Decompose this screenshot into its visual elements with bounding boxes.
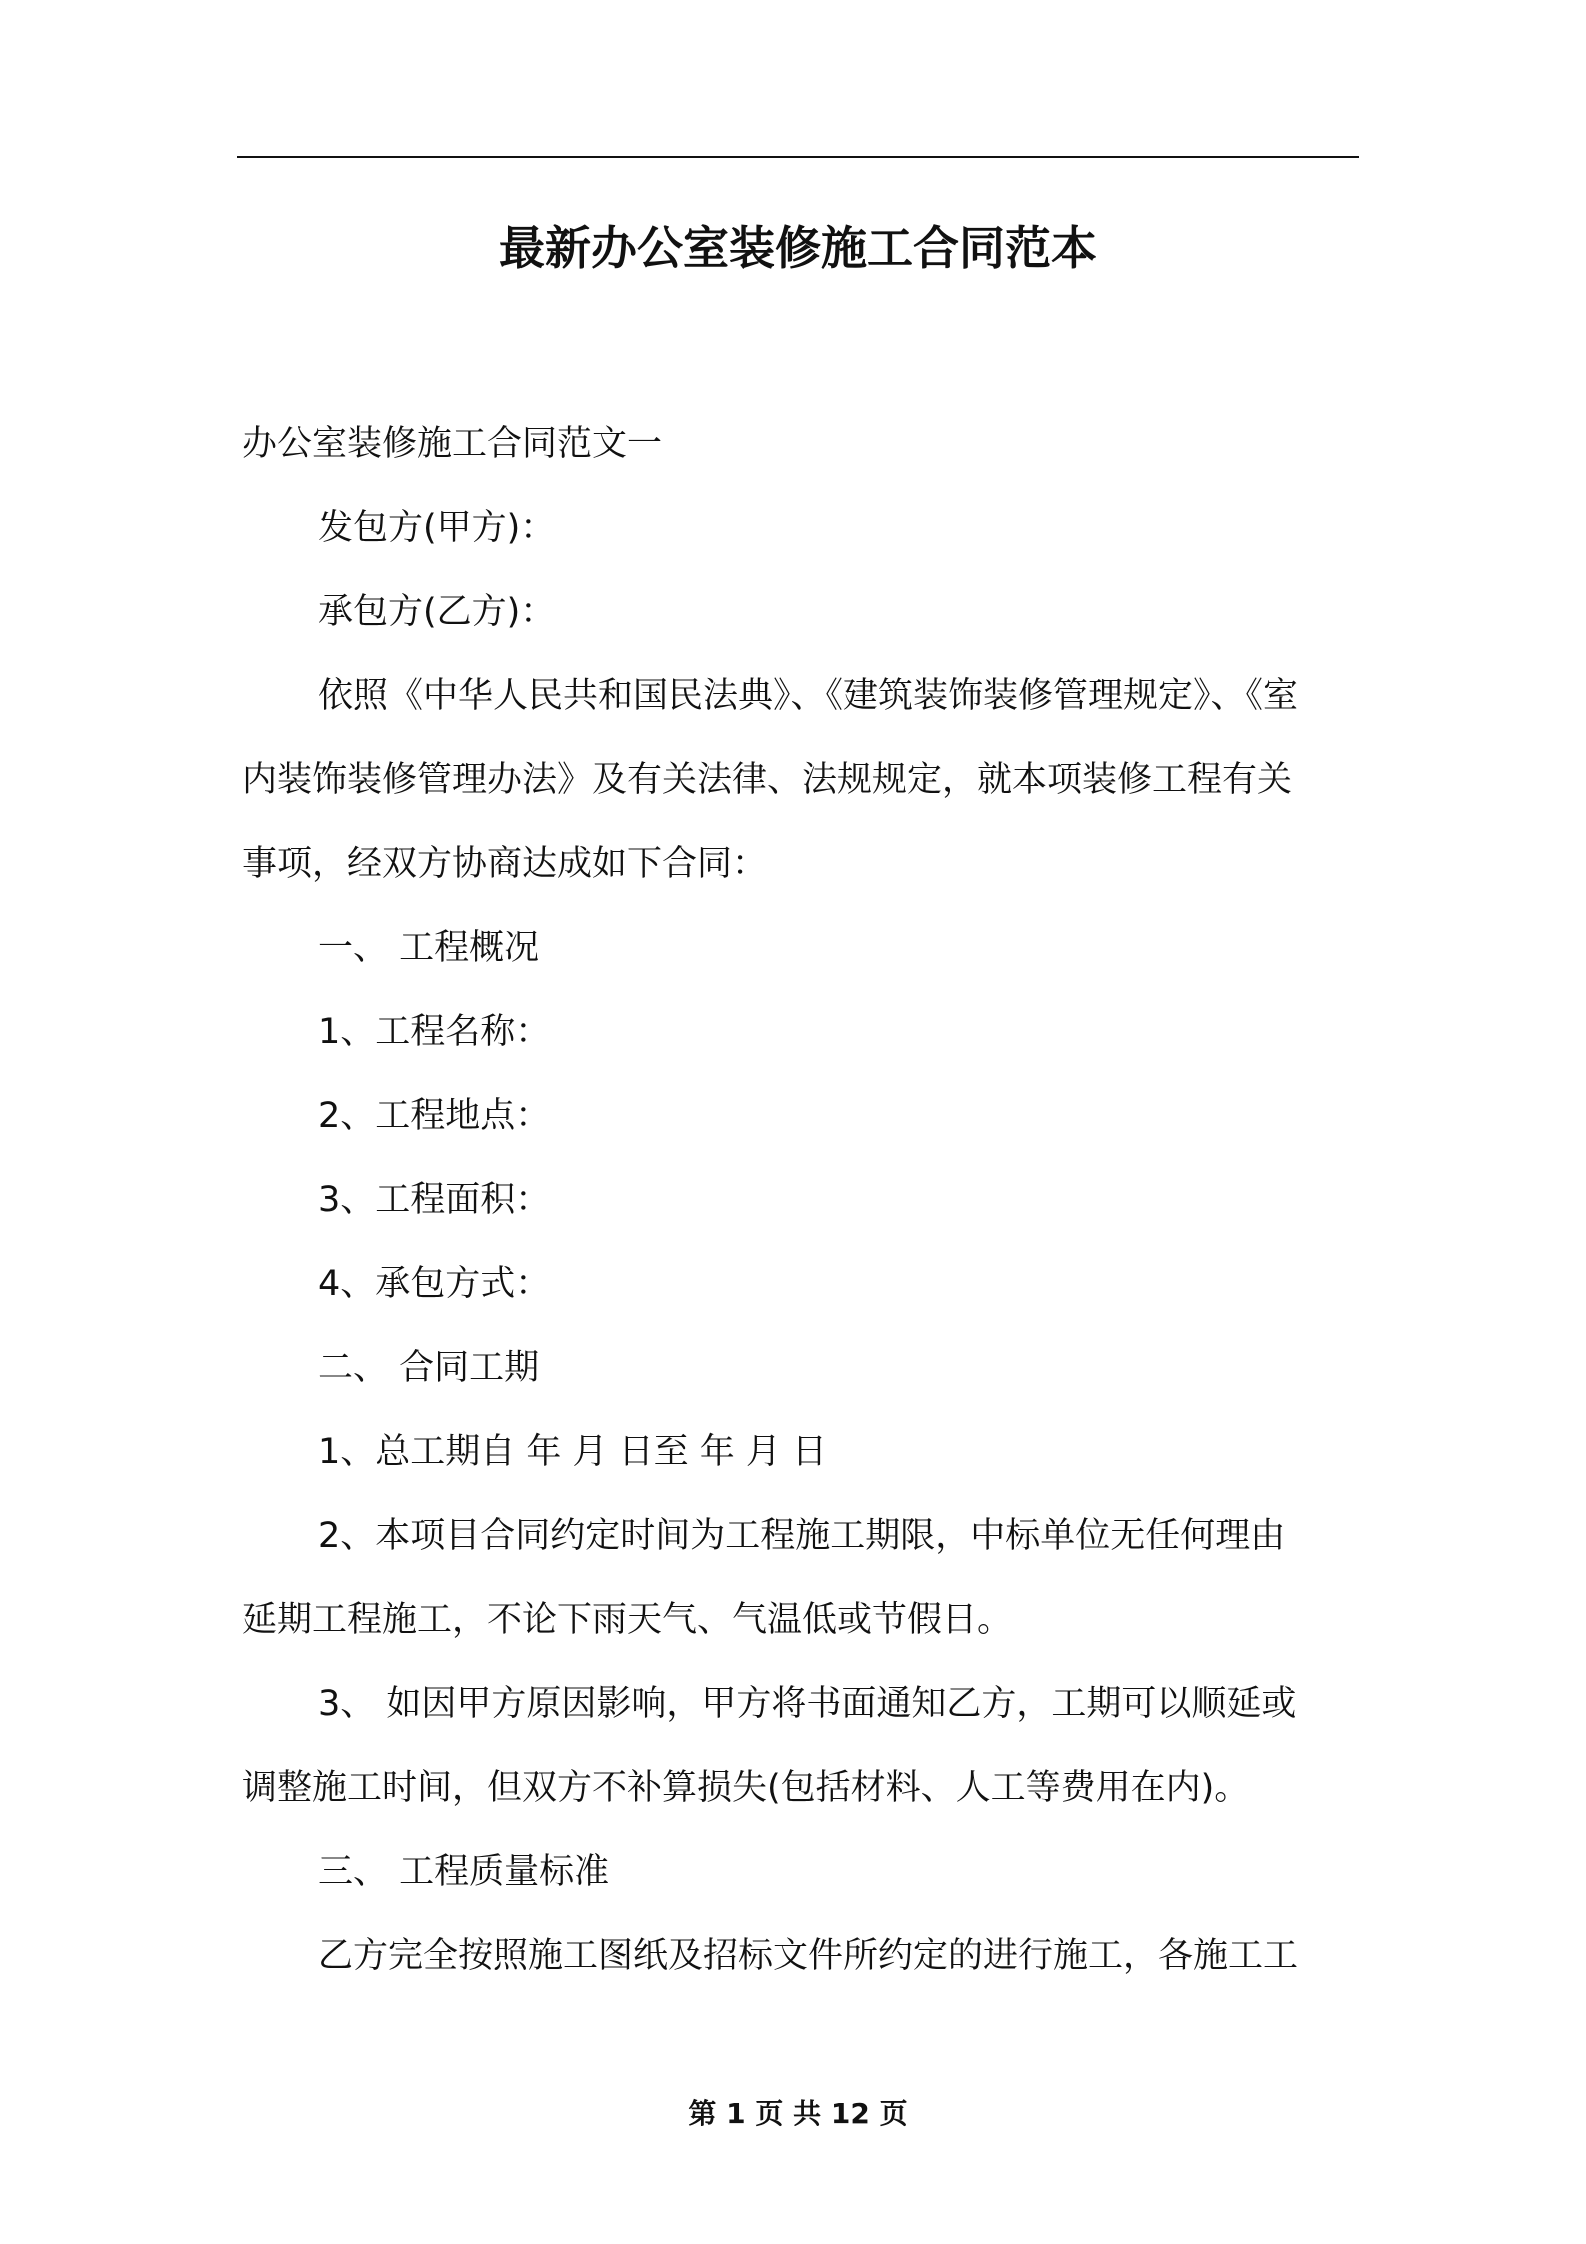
clause-heading: 二、 合同工期 — [318, 1348, 540, 1388]
document-body — [242, 402, 1360, 1998]
paragraph-line: 延期工程施工，不论下雨天气、气温低或节假日。 — [242, 1600, 1013, 1640]
paragraph-line: 内装饰装修管理办法》及有关法律、法规规定，就本项装修工程有关 — [242, 760, 1293, 800]
paragraph-line: 乙方完全按照施工图纸及招标文件所约定的进行施工，各施工工 — [318, 1936, 1299, 1976]
clause-item: 1、总工期自 年 月 日至 年 月 日 — [318, 1432, 828, 1472]
clause-item: 3、工程面积： — [318, 1180, 551, 1220]
paragraph-line: 3、 如因甲方原因影响，甲方将书面通知乙方，工期可以顺延或 — [318, 1684, 1297, 1724]
paragraph-line: 依照《中华人民共和国民法典》、《建筑装饰装修管理规定》、《室 — [318, 676, 1299, 716]
section-heading: 办公室装修施工合同范文一 — [242, 424, 663, 464]
clause-item: 2、工程地点： — [318, 1096, 551, 1136]
document-title: 最新办公室装修施工合同范本 — [499, 221, 1097, 275]
clause-heading: 一、 工程概况 — [318, 928, 540, 968]
paragraph-line: 事项，经双方协商达成如下合同： — [242, 844, 768, 884]
paragraph-line: 2、本项目合同约定时间为工程施工期限，中标单位无任何理由 — [318, 1516, 1286, 1556]
clause-item: 4、承包方式： — [318, 1264, 551, 1304]
page-number: 第 1 页 共 12 页 — [688, 2097, 908, 2130]
party-a-line: 发包方(甲方)： — [318, 508, 556, 548]
header-rule — [237, 156, 1359, 158]
paragraph-line: 调整施工时间，但双方不补算损失(包括材料、人工等费用在内)。 — [242, 1768, 1250, 1808]
clause-heading: 三、 工程质量标准 — [318, 1852, 610, 1892]
party-b-line: 承包方(乙方)： — [318, 592, 556, 632]
clause-item: 1、工程名称： — [318, 1012, 551, 1052]
